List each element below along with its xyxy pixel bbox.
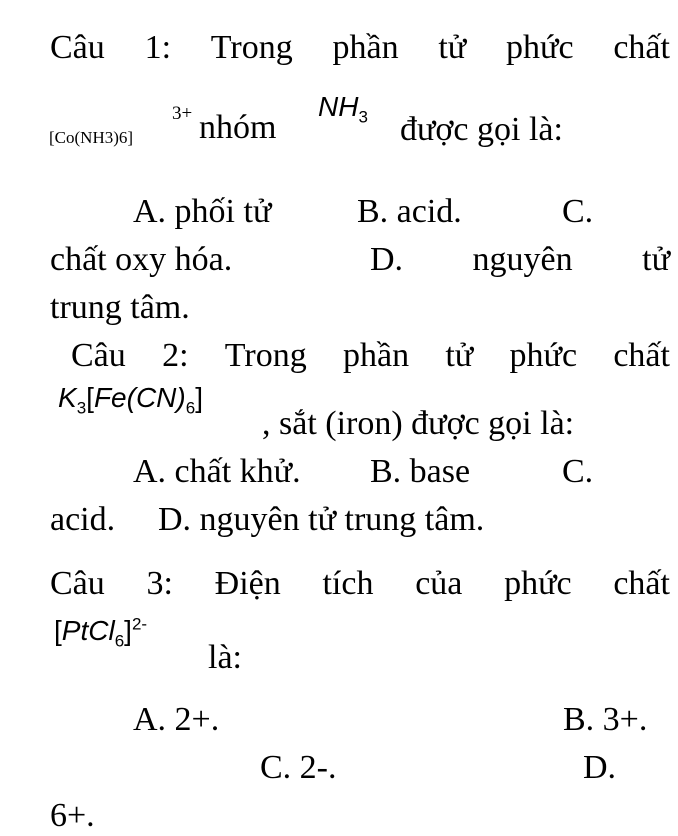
q3-option-d-letter: D. bbox=[583, 749, 617, 786]
q2-line-1 bbox=[71, 336, 670, 376]
q2-tail-text: , sắt (iron) được gọi là: bbox=[262, 405, 575, 442]
q1-option-a: A. phối tử bbox=[133, 193, 272, 230]
q2-option-b: B. base bbox=[370, 453, 471, 490]
q1-ligand-formula bbox=[318, 91, 368, 127]
q1-word: Trong bbox=[210, 29, 293, 66]
q3-formula-charge: 2- bbox=[131, 614, 148, 634]
q2-formula-fe: Fe bbox=[93, 382, 127, 413]
q1-word: chất bbox=[613, 29, 670, 66]
q2-word: tử bbox=[445, 337, 474, 374]
q2-formula-open: [ bbox=[86, 382, 94, 413]
q1-option-c-text: chất oxy hóa. bbox=[50, 241, 233, 278]
q2-word: chất bbox=[613, 337, 670, 374]
q1-complex-formula: [Co(NH3)6] bbox=[49, 128, 134, 147]
q2-word: phức bbox=[509, 337, 578, 374]
q3-formula-open: [ bbox=[54, 615, 62, 646]
q1-line-1 bbox=[50, 28, 670, 68]
q2-formula-k-sub: 3 bbox=[76, 398, 87, 418]
q3-word: 3: bbox=[146, 565, 173, 602]
q1-ligand-main: NH bbox=[318, 91, 359, 122]
q1-word: tử bbox=[438, 29, 467, 66]
q3-formula-sub: 6 bbox=[114, 631, 125, 651]
q1-word: Câu bbox=[50, 29, 105, 66]
q3-word: chất bbox=[613, 565, 670, 602]
q2-formula-close: ] bbox=[195, 382, 203, 413]
q1-tail-text: được gọi là: bbox=[400, 111, 563, 148]
q1-word: 1: bbox=[144, 29, 172, 66]
q3-option-b: B. 3+. bbox=[563, 701, 648, 738]
q3-option-c: C. 2-. bbox=[260, 749, 337, 786]
q2-option-a: A. chất khử. bbox=[133, 453, 301, 490]
q3-word: của bbox=[415, 565, 463, 602]
q2-word: phần bbox=[342, 337, 410, 374]
q2-formula-cn-sub: 6 bbox=[185, 398, 196, 418]
q1-option-d-word: D. bbox=[370, 241, 404, 278]
q3-formula-ptcl: PtCl bbox=[61, 615, 115, 646]
q1-option-b: B. acid. bbox=[357, 193, 462, 230]
q3-line-1 bbox=[50, 564, 670, 604]
q1-option-d-word: nguyên bbox=[472, 241, 573, 278]
q3-option-d-tail: 6+. bbox=[50, 797, 95, 834]
q1-option-c-letter: C. bbox=[562, 193, 594, 230]
q1-ligand-sub: 3 bbox=[358, 107, 368, 127]
q2-complex-formula bbox=[58, 382, 203, 418]
q3-word: tích bbox=[322, 565, 374, 602]
q3-word: Điện bbox=[214, 565, 281, 602]
q3-complex-formula bbox=[54, 614, 148, 651]
q2-option-d: D. nguyên tử trung tâm. bbox=[158, 501, 485, 538]
q1-word: phức bbox=[506, 29, 574, 66]
q2-word: Câu bbox=[71, 337, 126, 374]
q2-word: Trong bbox=[224, 337, 307, 374]
q1-word: phần bbox=[332, 29, 399, 66]
q1-complex-charge: 3+ bbox=[172, 103, 193, 124]
q2-word: 2: bbox=[162, 337, 189, 374]
q3-option-a: A. 2+. bbox=[133, 701, 220, 738]
q2-option-c-letter: C. bbox=[562, 453, 594, 490]
q3-tail-text: là: bbox=[208, 639, 242, 676]
q2-option-c-text: acid. bbox=[50, 501, 116, 538]
q1-option-d-word: tử bbox=[642, 241, 670, 278]
q1-nhom-text: nhóm bbox=[199, 109, 277, 146]
q3-formula-close: ] bbox=[124, 615, 132, 646]
q2-formula-k: K bbox=[58, 382, 77, 413]
q3-word: Câu bbox=[50, 565, 105, 602]
q1-option-d-line bbox=[370, 240, 670, 280]
q3-word: phức bbox=[504, 565, 572, 602]
q2-formula-cn: (CN) bbox=[126, 382, 186, 413]
q1-option-d-tail: trung tâm. bbox=[50, 289, 190, 326]
